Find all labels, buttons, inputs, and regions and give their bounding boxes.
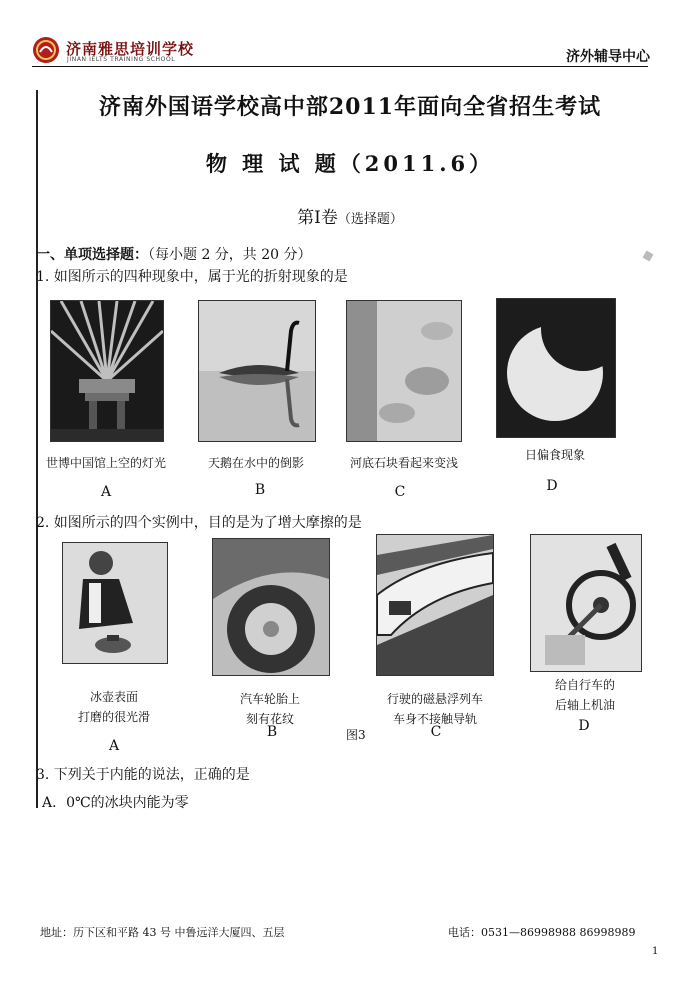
q2-letter-b: B xyxy=(266,724,278,740)
exam-title: 济南外国语学校高中部2011年面向全省招生考试 xyxy=(98,94,602,120)
q1-caption-d: 日偏食现象 xyxy=(524,448,585,462)
q2-caption-a-line2: 打磨的很光滑 xyxy=(77,710,150,724)
q2-photo-d xyxy=(530,534,642,672)
q2-caption-b-line1: 汽车轮胎上 xyxy=(239,692,300,706)
q2-letter-c: C xyxy=(430,724,442,740)
logo-english-name: JINAN IELTS TRAINING SCHOOL xyxy=(67,56,176,63)
q2-photo-b xyxy=(212,538,330,676)
volume-label: 第Ⅰ卷 xyxy=(297,208,338,228)
q2-letter-d: D xyxy=(578,718,590,734)
school-logo xyxy=(32,36,232,66)
q2-caption-c-line2: 车身不接触导轨 xyxy=(392,712,477,726)
q2-caption-d-line2: 后轴上机油 xyxy=(554,698,615,712)
volume-title xyxy=(70,203,630,228)
q1-photo-d xyxy=(496,298,616,438)
header-divider xyxy=(32,66,648,67)
q1-letter-b: B xyxy=(254,482,266,498)
q1-caption-a: 世博中国馆上空的灯光 xyxy=(45,456,166,470)
q1-letter-d: D xyxy=(546,478,558,494)
q2-caption-d-line1: 给自行车的 xyxy=(554,678,615,692)
q2-caption-a-line1: 冰壶表面 xyxy=(89,690,138,704)
scan-margin-line xyxy=(36,90,38,808)
page-number: 1 xyxy=(652,946,659,957)
question-3-text: 3. 下列关于内能的说法，正确的是 xyxy=(36,767,250,783)
q2-photo-a xyxy=(62,542,168,664)
q2-caption-b-line2: 刻有花纹 xyxy=(245,712,294,726)
q1-letter-c: C xyxy=(394,484,406,500)
q2-photo-c xyxy=(376,534,494,676)
section-heading xyxy=(36,244,312,264)
section-note: （每小题 2 分，共 20 分） xyxy=(148,247,312,263)
q1-caption-b: 天鹅在水中的倒影 xyxy=(207,456,304,470)
question-3-option-a: A．0℃的冰块内能为零 xyxy=(42,795,189,811)
q1-photo-b xyxy=(198,300,316,442)
volume-sublabel: （选择题） xyxy=(337,212,403,227)
q1-letter-a: A xyxy=(100,484,112,500)
footer-phone: 电话：0531—86998988 86998989 xyxy=(448,926,636,939)
subject-title: 物 理 试 题（2011.6） xyxy=(205,151,495,176)
section-title: 一、单项选择题： xyxy=(36,247,148,263)
q2-caption-c-line1: 行驶的磁悬浮列车 xyxy=(386,692,483,706)
figure-label: 图3 xyxy=(346,728,366,742)
school-emblem-icon xyxy=(32,36,60,64)
q1-caption-c: 河底石块看起来变浅 xyxy=(349,456,458,470)
logo-chinese-name: 济南雅思培训学校 xyxy=(66,40,195,58)
q1-photo-c xyxy=(346,300,462,442)
question-1-text: 1. 如图所示的四种现象中，属于光的折射现象的是 xyxy=(36,269,348,285)
question-2-text: 2. 如图所示的四个实例中，目的是为了增大摩擦的是 xyxy=(36,515,362,531)
footer-address: 地址：历下区和平路 43 号 中鲁远洋大厦四、五层 xyxy=(40,926,285,939)
q1-photo-a xyxy=(50,300,164,442)
header-center-name: 济外辅导中心 xyxy=(566,49,650,65)
scan-artifact xyxy=(643,251,654,262)
q2-letter-a: A xyxy=(108,738,120,754)
